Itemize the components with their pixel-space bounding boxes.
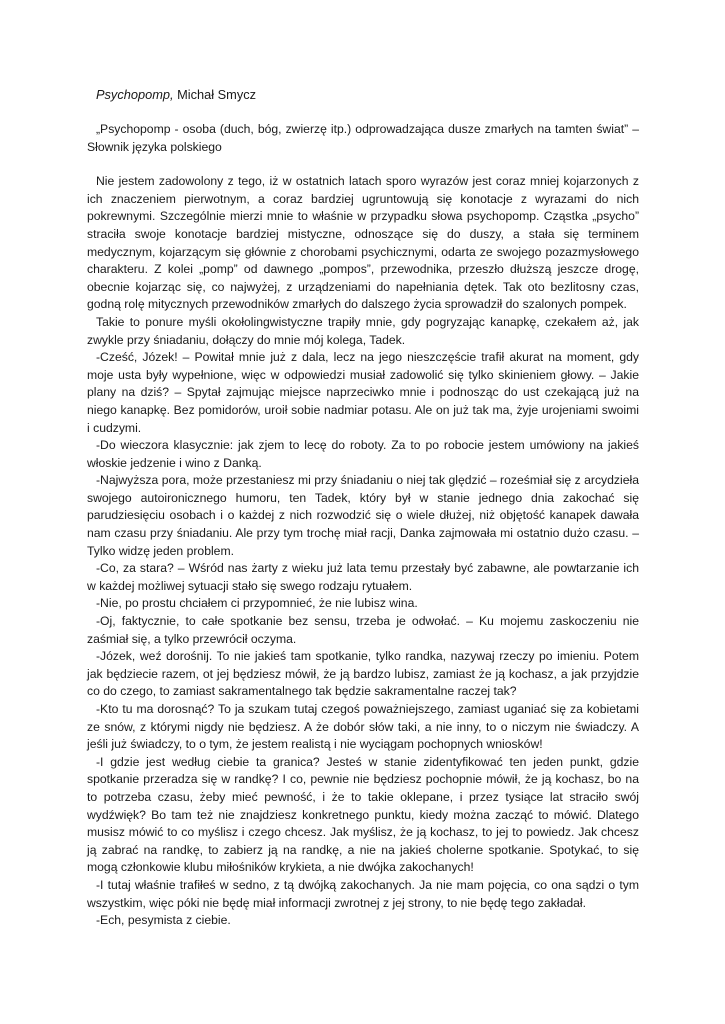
paragraph-12: -I tutaj właśnie trafiłeś w sedno, z tą dwójką zakochanych. Ja nie mam pojęcia, co ona sądzi o tym wszystkim, więc póki nie będę miał informacji zwrotnej z jej strony, to nie będę tego zakładał. <box>87 877 639 910</box>
paragraph-3: -Cześć, Józek! – Powitał mnie już z dala, lecz na jego nieszczęście trafił akurat na moment, gdy moje usta były wypełnione, więc w odpowiedzi musiał zadowolić się tylko skinieniem głowy. – Jakie plany na dziś? – Spytał zajmując miejsce naprzeciwko mnie i podnosząc do ust czekającą już na niego kanapkę. Bez pomidorów, uroił sobie nadmiar potasu. Ale on już tak ma, żyje urojeniami swoimi i cudzymi. <box>87 350 639 435</box>
paragraph-1: Nie jestem zadowolony z tego, iż w ostatnich latach sporo wyrazów jest coraz mniej kojarzonych z ich znaczeniem pierwotnym, a coraz bardziej ugruntowują się konotacje z wyrazami do nich pokrewnymi. Szczególnie mierzi mnie to właśnie w przypadku słowa psychopomp. Cząstka „psycho” straciła swoje konotacje bardziej mistyczne, odnoszące się do duszy, a stała się terminem medycznym, kojarzącym się głównie z chorobami psychicznymi, odarta ze swojego pozazmysłowego charakteru. Z kolei „pomp” od dawnego „pompos”, przewodnika, przeszło dłuższą jeszcze drogę, obecnie kojarząc się, co najwyżej, z urządzeniami do napełniania dętek. Tak oto bezlitosny czas, godną rolę mitycznych przewodników zmarłych do dalszego życia sprowadził do szalonych pompek. <box>87 174 639 312</box>
paragraph-13: -Ech, pesymista z ciebie. <box>96 913 231 928</box>
paragraph-6: -Co, za stara? – Wśród nas żarty z wieku już lata temu przestały być zabawne, ale powtarzanie ich w każdej możliwej sytuacji stało się swego rodzaju rytuałem. <box>87 561 639 593</box>
author-name: Michał Smycz <box>177 87 257 102</box>
paragraph-4: -Do wieczora klasycznie: jak zjem to lecę do roboty. Za to po robocie jestem umówiony na jakieś włoskie jedzenie i wino z Danką. <box>87 438 639 470</box>
paragraph-8: -Oj, faktycznie, to całe spotkanie bez sensu, trzeba je odwołać. – Ku mojemu zaskoczeniu nie zaśmiał się, a tylko przewrócił oczyma. <box>87 614 639 646</box>
work-title: Psychopomp, <box>96 87 174 102</box>
document-body <box>87 86 639 930</box>
paragraph-5: -Najwyższa pora, może przestaniesz mi przy śniadaniu o niej tak ględzić – roześmiał się z arcydzieła swojego autoironicznego humoru, ten Tadek, który był w stanie jednego dnia zakochać się parudziesięciu osobach i o każdej z nich rozwodzić się o wiele dłużej, niż objętość kanapek dawała nam czasu przy śniadaniu. Ale przy tym trochę miał racji, Danka zajmowała mi ostatnio dużo czasu. – Tylko widzę jeden problem. <box>87 473 639 558</box>
epigraph: „Psychopomp - osoba (duch, bóg, zwierzę itp.) odprowadzająca dusze zmarłych na tamten świat” – Słownik języka polskiego <box>87 122 639 154</box>
page-title <box>87 86 639 104</box>
paragraph-10: -Kto tu ma dorosnąć? To ja szukam tutaj czegoś poważniejszego, zamiast uganiać się za kobietami ze snów, z którymi nigdy nie będziesz. A że dobór słów taki, a nie inny, to o niczym nie świadczy. A jeśli już świadczy, to o tym, że jestem realistą i nie wyciągam pochopnych wniosków! <box>87 702 639 752</box>
paragraph-2: Takie to ponure myśli okołolingwistyczne trapiły mnie, gdy pogryzając kanapkę, czekałem aż, jak zwykle przy śniadaniu, dołączy do mnie mój kolega, Tadek. <box>87 314 639 347</box>
paragraph-11: -I gdzie jest według ciebie ta granica? Jesteś w stanie zidentyfikować ten jeden punkt, gdzie spotkanie przeradza się w randkę? I co, pewnie nie będziesz pochopnie mówił, że ją kochasz, bo na to potrzeba czasu, żeby mieć pewność, i że to takie oklepane, i przez tysiące lat straciło swój wydźwięk? Bo tam też nie znajdziesz konkretnego punktu, kiedy można zacząć to mówić. Dlatego musisz mówić to co myślisz i czego chcesz. Jak myślisz, że ją kochasz, to jej to powiedz. Jak chcesz ją zabrać na randkę, to zabierz ją na randkę, a nie na jakieś cholerne spotkanie. Spotykać, to się mogą członkowie klubu miłośników krykieta, a nie dwójka zakochanych! <box>87 754 639 875</box>
paragraph-7: -Nie, po prostu chciałem ci przypomnieć, że nie lubisz wina. <box>96 596 418 611</box>
paragraph-9: -Józek, weź dorośnij. To nie jakieś tam spotkanie, tylko randka, nazywaj rzeczy po imieniu. Potem jak będziecie razem, ot jej będziesz mówił, że ją bardzo lubisz, zamiast że ją kochasz, a jak przyjdzie co do czego, to zamiast sakramentalnego tak będzie sakramentalne raczej tak? <box>87 649 639 699</box>
